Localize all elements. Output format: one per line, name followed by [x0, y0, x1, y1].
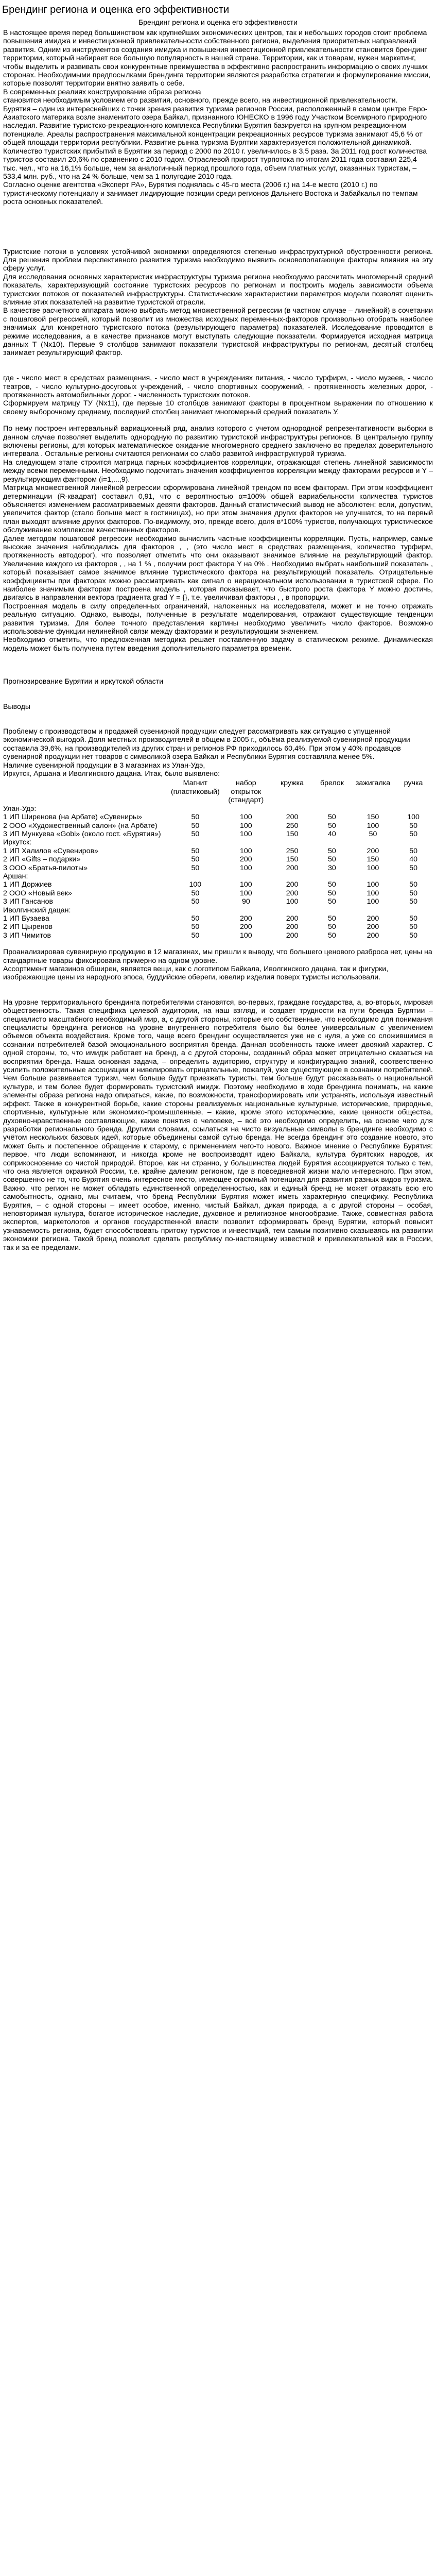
- intro-paragraph: становится необходимым условием его развития, основного, прежде всего, на инвестиционной привлекательности.: [3, 96, 398, 105]
- shop-name-cell: 1 ИП Ширенова (на Арбате) «Сувениры»: [3, 813, 143, 822]
- price-cell: 50: [409, 889, 418, 897]
- table-group-row: [3, 906, 433, 914]
- document-body: [0, 29, 436, 1252]
- table-row: [3, 897, 433, 906]
- price-cell: 200: [367, 923, 379, 931]
- price-cell: 100: [407, 813, 420, 822]
- table-row: [3, 931, 433, 940]
- table-header-row: [3, 779, 433, 804]
- price-cell: 100: [240, 863, 252, 872]
- price-cell: 50: [328, 914, 336, 923]
- price-cell: 100: [240, 931, 252, 940]
- analysis-paragraph: Матрица множественной линейной регрессии сформирована линейной трендом по всем факторам. При этом коэффициент детерминации (R-квадрат) составил 0,91, что с вероятностью α=100% общей вариабельности количества туристов объясняется изменением рассматриваемых девяти факторов. Данный статистический вывод не абсолютен: если, допустим, увеличится фактор (стало больше мест в гостиницах), но при этом значения других факторов не улучшатся, то на первый план выходят влияние других факторов. По-видимому, это, прежде всего, доля в*100% туристов, получающих туристическое обслуживание комплексом качественных факторов.: [3, 484, 433, 535]
- price-cell: 250: [286, 821, 299, 830]
- price-cell: 100: [367, 821, 379, 830]
- price-cell: 50: [409, 863, 418, 872]
- price-cell: 50: [191, 813, 200, 822]
- price-cell: 50: [328, 855, 336, 864]
- price-cell: 50: [328, 923, 336, 931]
- price-cell: 50: [191, 923, 200, 931]
- price-cell: 150: [286, 829, 299, 838]
- analysis-paragraph: На следующем этапе строится матрица парных коэффициентов корреляции, отражающая степень линейной зависимости между всеми переменными. Необходимо подсчитать значения коэффициентов корреляции между факторами ресурсов и Y – результирующим фактором (i=1,...,9).: [3, 458, 433, 484]
- price-cell: 50: [409, 846, 418, 855]
- price-cell: 50: [409, 821, 418, 830]
- price-cell: 200: [286, 923, 299, 931]
- price-cell: 200: [367, 914, 379, 923]
- price-cell: 50: [191, 846, 200, 855]
- shop-name-cell: 3 ИП Гансанов: [3, 897, 54, 906]
- price-cell: 100: [240, 846, 252, 855]
- price-cell: 200: [286, 889, 299, 897]
- conclusion-paragraph: Иркутск, Аршана и Иволгинского дацана. Итак, было выявлено:: [3, 770, 220, 778]
- price-cell: 50: [328, 889, 336, 897]
- intro-paragraph: Согласно оценке агентства «Эксперт РА», Бурятия поднялась с 45-го места (2006 г.) на 14-е место (2010 г.) по туристическому потенциалу и занимает лидирующие позиции среди регионов Дальнего Востока и Забайкалья по темпам роста основных показателей.: [3, 181, 418, 207]
- price-cell: 50: [328, 931, 336, 940]
- price-cell: 90: [241, 897, 250, 906]
- price-cell: 200: [286, 813, 299, 822]
- price-cell: 100: [240, 813, 252, 822]
- price-cell: 100: [240, 821, 252, 830]
- section-heading-conclusions: Выводы: [3, 702, 31, 711]
- shop-name-cell: 3 ИП Чимитов: [3, 931, 51, 940]
- price-cell: 200: [286, 914, 299, 923]
- price-cell: 50: [191, 914, 200, 923]
- price-cell: 50: [409, 897, 418, 906]
- table-group-row: [3, 805, 433, 813]
- table-row: [3, 813, 433, 821]
- price-cell: 100: [367, 889, 379, 897]
- shop-name-cell: 1 ИП Халилов «Сувениров»: [3, 846, 98, 855]
- price-cell: 200: [286, 931, 299, 940]
- price-cell: 100: [189, 880, 202, 889]
- group-label: Иркутск:: [3, 838, 32, 847]
- shop-name-cell: 2 ИП Цыренов: [3, 923, 53, 931]
- price-cell: 200: [286, 880, 299, 889]
- price-cell: 50: [191, 821, 200, 830]
- shop-name-cell: 2 ООО «Художественный салон» (на Арбате): [3, 821, 158, 830]
- price-cell: 100: [240, 889, 252, 897]
- price-cell: 50: [191, 829, 200, 838]
- table-row: [3, 855, 433, 863]
- price-cell: 150: [367, 855, 379, 864]
- price-cell: 50: [191, 863, 200, 872]
- price-cell: 100: [367, 863, 379, 872]
- price-cell: 200: [240, 855, 252, 864]
- price-cell: 50: [328, 821, 336, 830]
- table-row: [3, 847, 433, 855]
- analysis-paragraph: Построенная модель в силу определенных ограничений, наложенных на исследователя, может и не точно отражать реальную ситуацию. Однако, выводы, полученные в результате моделирования, отражают существующие тенденции развития туризма. Для более точного представления картины необходимо увеличить число факторов. Возможно использование функции нелинейной связи между факторами и результирующим значением.: [3, 602, 433, 636]
- price-cell: 250: [286, 846, 299, 855]
- column-header: набор открыток (стандарт): [228, 779, 264, 805]
- analysis-paragraph: По нему построен интервальный вариационный ряд, анализ которого с учетом однородной репрезентативности выборки в данном случае позволяет выделить однородную по развитию туристской инфраструктуры регионов. В центральную группу включены регионы, для которых математическое ожидание многомерного среднего заключено во пределах доверительного интервала . Остальные регионы считаются регионами со слабо развитой инфраструктурой туризма.: [3, 425, 433, 459]
- table-row: [3, 830, 433, 838]
- price-cell: 50: [328, 846, 336, 855]
- price-cell: 50: [409, 923, 418, 931]
- table-row: [3, 822, 433, 830]
- price-cell: 50: [369, 829, 377, 838]
- price-cell: 50: [328, 813, 336, 822]
- price-cell: 150: [286, 855, 299, 864]
- price-cell: 50: [191, 889, 200, 897]
- group-label: Улан-Удэ:: [3, 804, 37, 813]
- document-subtitle: Брендинг региона и оценка его эффективности: [138, 18, 298, 26]
- price-cell: 100: [240, 880, 252, 889]
- table-group-row: [3, 838, 433, 846]
- shop-name-cell: 3 ИП Мункуева «Gobi» (около гост. «Бурятия»): [3, 829, 161, 838]
- shop-name-cell: 2 ИП «Gifts – подарки»: [3, 855, 81, 864]
- price-cell: 50: [328, 897, 336, 906]
- analysis-paragraph: Сформируем матрицу ТУ (Nх11), где первые 10 столбцов занимают факторы в процентном выражении по отношению к своему выборочному среднему, последний столбец занимает многомерный средний показатель У.: [3, 399, 433, 416]
- price-cell: 50: [191, 855, 200, 864]
- price-cell: 200: [240, 923, 252, 931]
- table-row: [3, 864, 433, 872]
- price-cell: 200: [240, 914, 252, 923]
- price-cell: 200: [367, 846, 379, 855]
- price-cell: 40: [409, 855, 418, 864]
- shop-name-cell: 1 ИП Бузаева: [3, 914, 49, 923]
- column-header: брелок: [320, 779, 344, 788]
- analysis-paragraph: Далее методом пошаговой регрессии необходимо вычислить частные коэффициенты корреляции. Пусть, например, самые высокие значения наблюдались для факторов , , (это число мест в средствах размещения, количество турфирм, протяженность автодорог), что позволяет отметить что они оказывают значимое влияние на результирующий фактор. Увеличение каждого из факторов , , на 1 % , получим рост фактора Y на 0% . Необходимо выбрать наибольший показатель , который показывает самое значимое влияние туристического фактора на результирующий показатель. Отрицательные коэффициенты при факторах можно рассматривать как сигнал о нерациональном использовании в туристской сфере. По наиболее значимым факторам построена модель , которая показывает, что быстрого роста фактора Y можно достичь, двигаясь в направлении вектора градиента grad Y = {}, т.е. увеличивая факторы , , в пропорции.: [3, 534, 433, 602]
- price-cell: 50: [191, 931, 200, 940]
- table-body: [3, 805, 433, 940]
- table-group-row: [3, 872, 433, 880]
- column-header: ручка: [404, 779, 423, 788]
- price-cell: 100: [286, 897, 299, 906]
- price-cell: 40: [328, 829, 336, 838]
- price-cell: 200: [286, 863, 299, 872]
- price-cell: 100: [367, 880, 379, 889]
- price-cell: 50: [328, 880, 336, 889]
- final-paragraph: На уровне территориального брендинга потребителями становятся, во-первых, граждане государства, а, во-вторых, мировая общественность. Такая специфика целевой аудитории, на наш взгляд, и создает трудности на пути бренда Бурятии – специалисто масштабного необходимый мир, а, с другой стороны, которые его собственные, что необходимо для понимания специалисты брендинга регионов на уровне внутреннего потребителя было бы более универсальным с увеличением объемов объекта воздействия. Кроме того, чаще всего брендинг осуществляется уже не с нуля, а уже со сложившимся в сознании потребителей базой эмоционального восприятия бренда. Данная особенность также имеет двоякий характер. С одной стороны, то, что имидж работает на бренд, а с другой стороны, созданный образ может отрицательно сказаться на восприятии бренда. Наша основная задача, – определить аудиторию, структуру и конфигурацию знаний, соответственно усилить положительные ассоциации и нивелировать отрицательные, пожалуй, уже существующие в сознании потребителей. Чем больше развивается туризм, чем больше будут приезжать туристы, тем больше будут рассказывать о национальной культуре, и тем более будет формировать туристский имидж. Поэтому необходимо в ходе брендинга понимать, на какие элементы образа региона надо опираться, какие, по возможности, трансформировать или устранять, используя известный эффект. Также в конкурентной борьбе, какие стороны реализуемых национальные культурные, исторические, природные, спортивные, культурные или экономико-промышленные, – какие, кроме этого исторические, какие ценности общества, духовно-нравственные составляющие, какие понятия о человеке, – всё это необходимо определить, на основе чего для разработки регионального бренда. Другими словами, ссылаться на чисто визуальные символы в брендинге необходимо с учётом нескольких базовых идей, которые объединены самой сутью бренда. Не всегда брендинг это создание нового, это может быть и постепенное обращение к старому, с применением чего-то нового. Важное мнение о Республике Бурятия: первое, что люди вспоминают, и никогда кроме не воспроизводят идею Байкала, культура бурятских народов, их соприкосновение со чистой природой. Второе, как ни странно, у большинства людей Бурятия ассоциируется только с тем, что она является окраиной России, т.е. крайне далеким регионом, где в повседневной жизни мало интересного. При этом, совершенно не то, что Бурятия очень интересное место, имеющее огромный потенциал для развития разных видов туризма. Важно, что регион не может обладать единственной определенностью, как и единый бренд не может отражать всю его самобытность, однако, мы считаем, что бренд Республики Бурятия может иметь характерную специфику. Республика Бурятия, – с одной стороны – имеет особое, именно, чистый Байкал, дикая природа, а с другой стороны – особая, неповторимая культура, богатое историческое наследие, духовное и религиозное многообразие. Также, совместная работа экспертов, маркетологов и органов государственной власти позволит сформировать бренд Бурятии, который повысит узнаваемость региона, будет способствовать притоку туристов и инвестиций, тем самым позитивно сказываясь на развитии экономики региона. Такой бренд позволит сделать республику по-настоящему известной и привлекательной как в России, так и за ее пределами.: [3, 998, 433, 1252]
- price-cell: 30: [328, 863, 336, 872]
- final-paragraph: Ассортимент магазинов обширен, является вещи, как с логотипом Байкала, Иволгинского дацана, так и фигурки, изображающие цены из народного эпоса, буддийские обереги, ювелир изделия поверх туристы использовали.: [3, 965, 389, 982]
- price-cell: 100: [367, 897, 379, 906]
- price-cell: 50: [191, 897, 200, 906]
- shop-name-cell: 3 ООО «Братья-пилоты»: [3, 863, 88, 872]
- price-cell: 200: [367, 931, 379, 940]
- table-row: [3, 923, 433, 931]
- section-heading-forecast: Прогнозирование Бурятии и иркутской области: [3, 677, 164, 686]
- page-title: Брендинг региона и оценка его эффективности: [2, 4, 230, 15]
- price-cell: 50: [409, 931, 418, 940]
- price-cell: 100: [240, 829, 252, 838]
- analysis-paragraph: где - число мест в средствах размещения, - число мест в учреждениях питания, - число турфирм, - число музеев, - число театров, - число культурно-досуговых учреждений, - число спортивных сооружений, - протяженность железных дорог, - протяженность автомобильных дорог, - численность туристских потоков.: [3, 374, 433, 400]
- group-label: Аршан:: [3, 872, 28, 880]
- column-header: кружка: [280, 779, 304, 788]
- analysis-paragraph: Туристские потоки в условиях устойчивой экономики определяются степенью инфраструктурной обустроенности региона. Для решения проблем перспективного развития туризма необходимо выявить основополагающие факторы влияния на эту сферу услуг.: [3, 247, 433, 273]
- table-row: [3, 889, 433, 897]
- price-cell: 50: [409, 829, 418, 838]
- analysis-paragraph: Необходимо отметить, что предложенная методика решает поставленную задачу в статическом режиме. Динамическая модель может быть получена путем введения дополнительного параметра времени.: [3, 636, 433, 653]
- table-row: [3, 880, 433, 889]
- group-label: Иволгинский дацан:: [3, 906, 71, 914]
- final-paragraph: Проанализировав сувенирную продукцию в 12 магазинах, мы пришли к выводу, что большего ценового разброса нет, цены на стандартные товары фиксирована примерно на одном уровне.: [3, 948, 432, 965]
- intro-paragraph: В современных реалиях конструирование образа региона: [3, 88, 201, 96]
- analysis-paragraph: Для исследования основных характеристик инфраструктуры туризма региона необходимо рассчитать многомерный средний показатель, характеризующий состояние туристских ресурсов по регионам и построить модель зависимости объема туристских потоков от показателей инфраструктуры. Статистические характеристики параметров модели позволят оценить влияние этих показателей на развитие туристской отрасли.: [3, 273, 433, 307]
- table-row: [3, 914, 433, 923]
- conclusion-paragraph: Наличие сувенирной продукции в 3 магазинах из Улан-Удэ,: [3, 761, 205, 770]
- price-cell: 150: [367, 813, 379, 822]
- shop-name-cell: 1 ИП Доржиев: [3, 880, 52, 889]
- analysis-paragraph: В качестве расчетного аппарата можно выбрать метод множественной регрессии (в частном случае – линейной) в сочетании с пошаговой регрессией, который позволит из множества исходных переменных-факторов произвольно отобрать наиболее значимых для конкретного туристского потока (результирующего параметра) показателей. Исследование проводится в режиме исследования, а в качестве признаков могут выступать следующие показатели. Формируется исходная матрица данных Т (Nх10). Первые 9 столбцов занимают показатели туристской инфраструктуры по регионам, десятый столбец занимает результирующий фактор.: [3, 307, 433, 358]
- column-header: Магнит (пластиковый): [170, 779, 220, 796]
- intro-paragraph: Бурятия – один из интереснейших с точки зрения развития туризма регионов России, расположенный в самом центре Евро-Азиатского материка возле знаменитого озера Байкал, признанного ЮНЕСКО в 1996 году Участком Всемирного природного наследия. Развитие туристско-рекреационного комплекса Республики Бурятия базируется на крупном рекреационном потенциале. Ареалы распространения максимальной концентрации рекреационных ресурсов туризма занимают 45,6 % от общей площади территории республики. Развитие рынка туризма Бурятии характеризуется положительной динамикой. Количество туристских прибытий в Бурятии за период с 2000 по 2010 г. увеличилось в 3,5 раза. За 2011 год рост количества туристов составил 20,6% по сравнению с 2010 годом. Отраслевой прирост турпотока по итогам 2011 года составил 225,4 тыс. чел., что на 16,1% больше, чем за аналогичный период прошлого года, объем платных услуг, оказанных туристам, – 533,4 млн. руб., что на 24 % больше, чем за 1 полугодие 2010 года.: [3, 105, 428, 181]
- price-cell: 50: [409, 880, 418, 889]
- column-header: зажигалка: [355, 779, 391, 788]
- souvenir-price-table: [3, 779, 433, 940]
- price-cell: 50: [409, 914, 418, 923]
- formula-placeholder: -: [217, 365, 219, 374]
- shop-name-cell: 2 ООО «Новый век»: [3, 889, 72, 897]
- conclusion-paragraph: Проблему с производством и продажей сувенирной продукции следует рассматривать как ситуацию с упущенной экономической выгодой. Доля местных производителей в общем в 2005 г., объёма реализуемой сувенирной продукции составила 39,6%, на производителей из других стран и регионов РФ приходилось 60,4%. При этом у 40% продавцов сувенирной продукции нет товаров с символикой озера Байкал и Республики Бурятия составляла менее 5%.: [3, 727, 410, 761]
- intro-paragraph: В настоящее время перед большинством как крупнейших экономических центров, так и небольших городов стоит проблема повышения имиджа и инвестиционной привлекательности собственного региона, выделения приоритетных направлений развития. Одним из инструментов создания имиджа и повышения инвестиционной привлекательности становится брендинг территории, который набирает все большую популярность в нашей стране. Территории, как и товарам, нужен маркетинг, чтобы выделить и развивать свои конкурентные преимущества в эффективно распространить информацию о своих лучших сторонах. Необходимыми предпосылками брендинга территории являются разработка стратегии и формулирование миссии, которые позволят территории внятно заявить о себе.: [3, 29, 431, 88]
